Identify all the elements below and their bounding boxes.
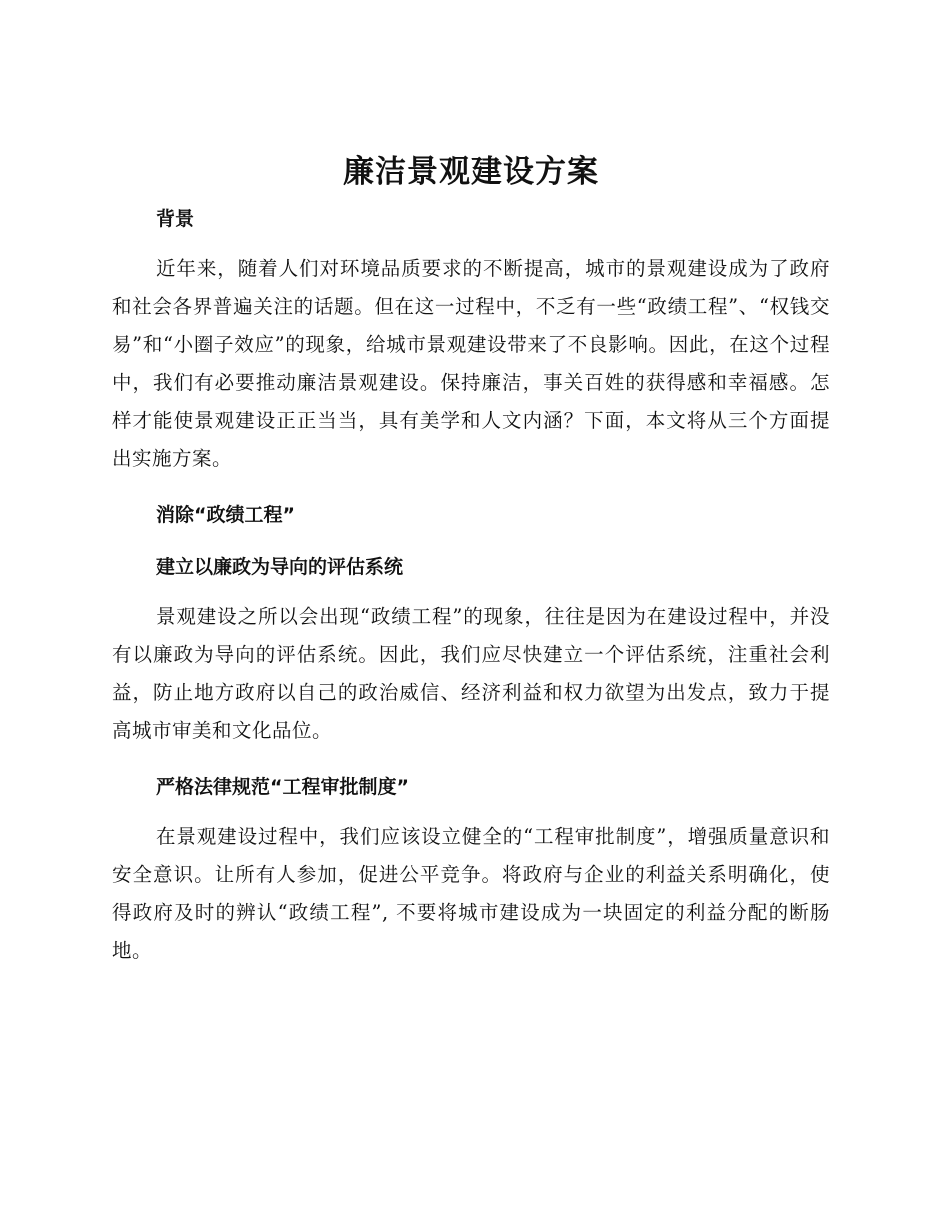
document-title: 廉洁景观建设方案 bbox=[343, 154, 599, 190]
spacer bbox=[112, 750, 830, 772]
spacer bbox=[112, 530, 830, 552]
spacer bbox=[112, 802, 830, 818]
spacer bbox=[112, 234, 830, 250]
section-heading-eliminate-vanity-projects: 消除“政绩工程” bbox=[156, 504, 295, 526]
section-heading-approval-system: 严格法律规范“工程审批制度” bbox=[156, 776, 409, 798]
section-heading-background: 背景 bbox=[156, 208, 195, 230]
section-paragraph-evaluation-system: 景观建设之所以会出现“政绩工程”的现象，往往是因为在建设过程中，并没有以廉政为导向的评估系统。因此，我们应尽快建立一个评估系统，注重社会利益，防止地方政府以自己的政治威信、经济利益和权力欲望为出发点，致力于提高城市审美和文化品位。 bbox=[112, 605, 830, 742]
document-page bbox=[112, 148, 830, 970]
section-paragraph-approval-system: 在景观建设过程中，我们应该设立健全的“工程审批制度”，增强质量意识和安全意识。让所有人参加，促进公平竞争。将政府与企业的利益关系明确化，使得政府及时的辨认“政绩工程”, 不要将城市建设成为一块固定的利益分配的断肠地。 bbox=[112, 825, 830, 962]
spacer bbox=[112, 582, 830, 598]
spacer bbox=[112, 478, 830, 500]
section-paragraph-background: 近年来，随着人们对环境品质要求的不断提高，城市的景观建设成为了政府和社会各界普遍关注的话题。但在这一过程中，不乏有一些“政绩工程”、“权钱交易”和“小圈子效应”的现象，给城市景观建设带来了不良影响。因此，在这个过程中，我们有必要推动廉洁景观建设。保持廉洁，事关百姓的获得感和幸福感。怎样才能使景观建设正正当当，具有美学和人文内涵？下面，本文将从三个方面提出实施方案。 bbox=[112, 257, 830, 470]
section-heading-evaluation-system: 建立以廉政为导向的评估系统 bbox=[156, 556, 404, 578]
